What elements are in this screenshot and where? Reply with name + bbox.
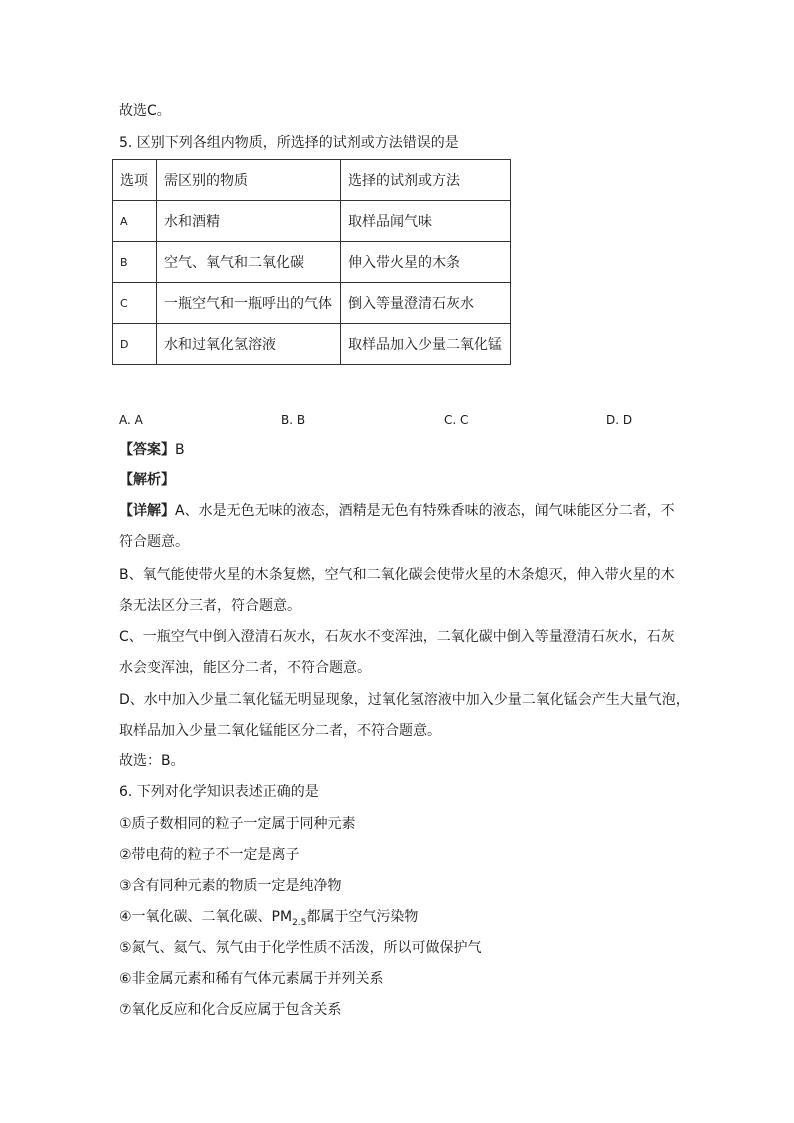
detail-line: 取样品加入少量二氧化锰能区分二者，不符合题意。	[119, 723, 441, 739]
header-method: 选择的试剂或方法	[341, 160, 511, 201]
detail-line: C、一瓶空气中倒入澄清石灰水，石灰水不变浑浊，二氧化碳中倒入等量澄清石灰水，石灰	[119, 629, 675, 645]
detail-text: A、水是无色无味的液态，酒精是无色有特殊香味的液态，闻气味能区分二者，不	[175, 503, 675, 519]
row-c-method: 倒入等量澄清石灰水	[341, 283, 511, 324]
q6-item: ③含有同种元素的物质一定是纯净物	[119, 878, 342, 894]
row-a-substances: 水和酒精	[157, 201, 341, 242]
option-d: D. D	[606, 413, 633, 427]
q5-stem: 5. 区别下列各组内物质，所选择的试剂或方法错误的是	[119, 135, 459, 151]
option-c: C. C	[444, 413, 469, 427]
answer-line	[119, 440, 185, 460]
row-a-option: A	[113, 201, 157, 242]
analysis-label: 【解析】	[119, 472, 175, 488]
q6-item4-text: ④一氧化碳、二氧化碳、PM	[119, 909, 293, 925]
table-header-row	[113, 160, 511, 201]
previous-answer: 故选C。	[119, 103, 171, 119]
detail-line: B、氧气能使带火星的木条复燃，空气和二氧化碳会使带火星的木条熄灭，伸入带火星的木	[119, 567, 675, 583]
q5-table	[112, 159, 511, 365]
row-c-option: C	[113, 283, 157, 324]
detail-line: 符合题意。	[119, 534, 189, 550]
detail-line: D、水中加入少量二氧化锰无明显现象，过氧化氢溶液中加入少量二氧化锰会产生大量气泡，	[119, 692, 690, 708]
q6-item: ⑥非金属元素和稀有气体元素属于并列关系	[119, 971, 384, 987]
table-row	[113, 283, 511, 324]
detail-line: 水会变浑浊，能区分二者，不符合题意。	[119, 660, 371, 676]
row-d-method: 取样品加入少量二氧化锰	[341, 324, 511, 365]
q5-conclusion: 故选：B。	[119, 753, 185, 769]
row-b-substances: 空气、氧气和二氧化碳	[157, 242, 341, 283]
row-c-substances: 一瓶空气和一瓶呼出的气体	[157, 283, 341, 324]
q6-item	[119, 907, 418, 933]
detail-line: 条无法区分三者，符合题意。	[119, 598, 301, 614]
table-row	[113, 201, 511, 242]
detail-label: 【详解】	[119, 503, 175, 519]
q6-item: ⑤氮气、氦气、氖气由于化学性质不活泼，所以可做保护气	[119, 940, 482, 956]
row-d-option: D	[113, 324, 157, 365]
option-b: B. B	[281, 413, 306, 427]
q6-item: ⑦氧化反应和化合反应属于包含关系	[119, 1002, 342, 1018]
row-b-option: B	[113, 242, 157, 283]
row-d-substances: 水和过氧化氢溶液	[157, 324, 341, 365]
table-row	[113, 324, 511, 365]
header-option: 选项	[113, 160, 157, 201]
q6-item4-text-end: 都属于空气污染物	[306, 909, 419, 925]
pm-subscript: 2.5	[292, 917, 307, 928]
answer-label: 【答案】	[119, 442, 175, 458]
header-substances: 需区别的物质	[157, 160, 341, 201]
table-row	[113, 242, 511, 283]
detail-line	[119, 501, 675, 521]
answer-value: B	[175, 442, 185, 458]
q6-stem: 6. 下列对化学知识表述正确的是	[119, 784, 319, 800]
row-b-method: 伸入带火星的木条	[341, 242, 511, 283]
row-a-method: 取样品闻气味	[341, 201, 511, 242]
option-a: A. A	[119, 413, 143, 427]
q6-item: ①质子数相同的粒子一定属于同种元素	[119, 816, 356, 832]
q6-item: ②带电荷的粒子不一定是离子	[119, 847, 300, 863]
